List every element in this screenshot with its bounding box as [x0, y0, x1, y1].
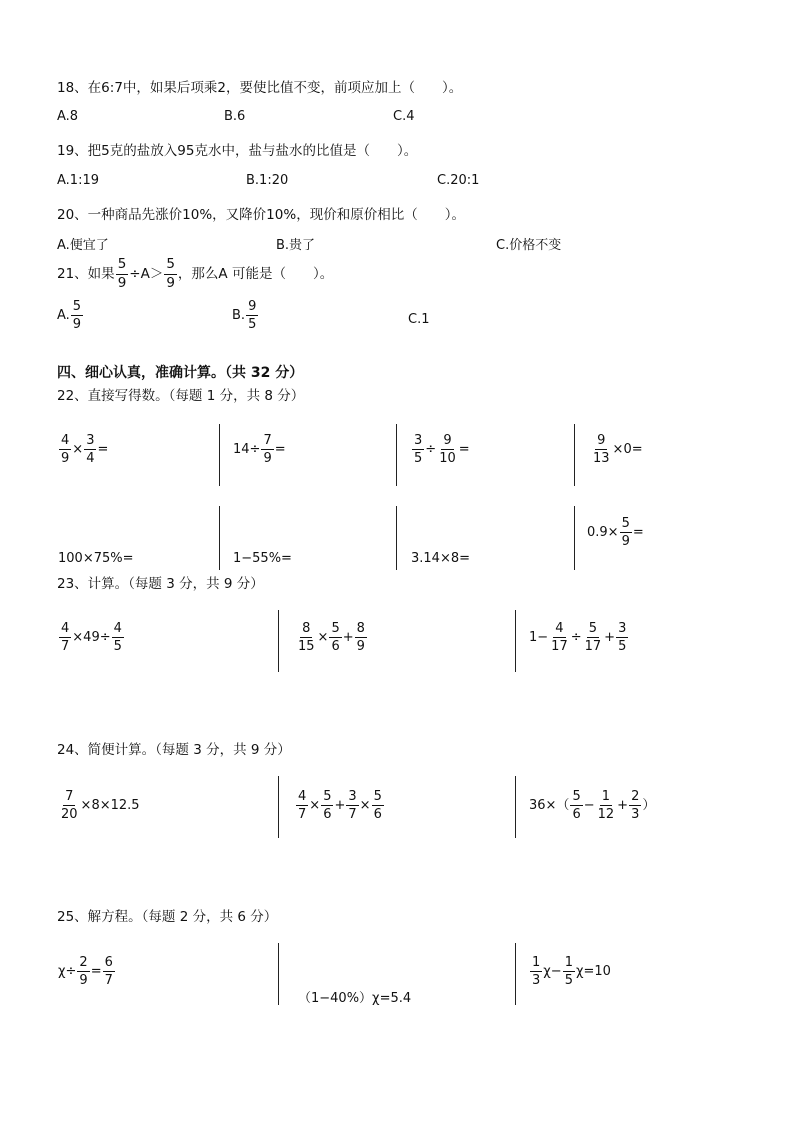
- q18-option-c: C.4: [393, 109, 415, 124]
- q25-item-3: $\frac{1}{3}$ χ− $\frac{1}{5}$ χ=10: [532, 955, 611, 988]
- q19-option-b: B.1:20: [246, 173, 289, 188]
- q22-item-3: $\frac{3}{5}$ ÷ $\frac{9}{10}$ =: [414, 433, 470, 466]
- q25-item-1: χ÷ $\frac{2}{9}$ = $\frac{6}{7}$: [58, 955, 113, 988]
- question-22-title: 22、直接写得数。（每题 1 分，共 8 分）: [57, 388, 305, 404]
- q19-option-c: C.20:1: [437, 173, 480, 188]
- q22-item-2: 14÷ $\frac{7}{9}$ =: [233, 433, 286, 466]
- divider: [396, 506, 397, 570]
- q21-suffix: ，那么A 可能是（ ）。: [177, 266, 334, 282]
- q23-item-2: $\frac{8}{15}$ × $\frac{5}{6}$ + $\frac{8}{9}$: [298, 621, 365, 654]
- q22-item-1: $\frac{4}{9}$ × $\frac{3}{4}$ =: [61, 433, 109, 466]
- q18-option-b: B.6: [224, 109, 246, 124]
- question-20: 20、一种商品先涨价10%，又降价10%，现价和原价相比（ ）。: [57, 207, 465, 223]
- q24-item-3: 36×（ $\frac{5}{6}$ − $\frac{1}{12}$ + $\frac{2}{3}$ ）: [529, 789, 656, 822]
- q21-mid: ÷A＞: [129, 266, 164, 282]
- q23-item-1: $\frac{4}{7}$ ×49÷ $\frac{4}{5}$: [61, 621, 122, 654]
- divider: [278, 943, 279, 1005]
- q21-prefix: 21、如果: [57, 266, 115, 282]
- q24-item-2: $\frac{4}{7}$ × $\frac{5}{6}$ + $\frac{3}{7}$ × $\frac{5}{6}$: [298, 789, 382, 822]
- q21-fraction-2: $\frac{5}{9}$: [166, 256, 175, 291]
- q21-option-b: B. $\frac{9}{5}$: [232, 299, 257, 332]
- q25-item-2: （1−40%）χ=5.4: [298, 991, 412, 1006]
- divider: [396, 424, 397, 486]
- divider: [219, 424, 220, 486]
- q22-item-5: 100×75%=: [58, 551, 134, 566]
- question-18: 18、在6:7中，如果后项乘2，要使比值不变，前项应加上（ ）。: [57, 80, 463, 96]
- divider: [278, 776, 279, 838]
- divider: [574, 424, 575, 486]
- question-19: 19、把5克的盐放入95克水中，盐与盐水的比值是（ ）。: [57, 143, 418, 159]
- q22-item-4: $\frac{9}{13}$ ×0=: [593, 433, 643, 466]
- divider: [574, 506, 575, 570]
- q24-item-1: $\frac{7}{20}$ ×8×12.5: [61, 789, 140, 822]
- divider: [515, 610, 516, 672]
- question-23-title: 23、计算。（每题 3 分，共 9 分）: [57, 576, 264, 592]
- q20-option-c: C.价格不变: [496, 238, 562, 253]
- q20-option-a: A.便宜了: [57, 238, 109, 253]
- question-24-title: 24、简便计算。（每题 3 分，共 9 分）: [57, 742, 291, 758]
- divider: [219, 506, 220, 570]
- q20-option-b: B.贵了: [276, 238, 316, 253]
- q21-option-c: C.1: [408, 312, 430, 327]
- section-4-heading: 四、细心认真，准确计算。（共 32 分）: [57, 365, 304, 381]
- q21-fraction-1: $\frac{5}{9}$: [117, 256, 127, 291]
- q19-option-a: A.1:19: [57, 173, 99, 188]
- q23-item-3: 1− $\frac{4}{17}$ ÷ $\frac{5}{17}$ + $\frac{3}{5}$: [529, 621, 627, 654]
- question-21: [57, 258, 333, 290]
- q22-item-8: 0.9× $\frac{5}{9}$ =: [587, 516, 644, 549]
- divider: [278, 610, 279, 672]
- q18-option-a: A.8: [57, 109, 79, 124]
- question-25-title: 25、解方程。（每题 2 分，共 6 分）: [57, 909, 278, 925]
- q22-item-6: 1−55%=: [233, 551, 292, 566]
- divider: [515, 776, 516, 838]
- q21-option-a: A. $\frac{5}{9}$: [57, 299, 82, 332]
- divider: [515, 943, 516, 1005]
- q22-item-7: 3.14×8=: [411, 551, 471, 566]
